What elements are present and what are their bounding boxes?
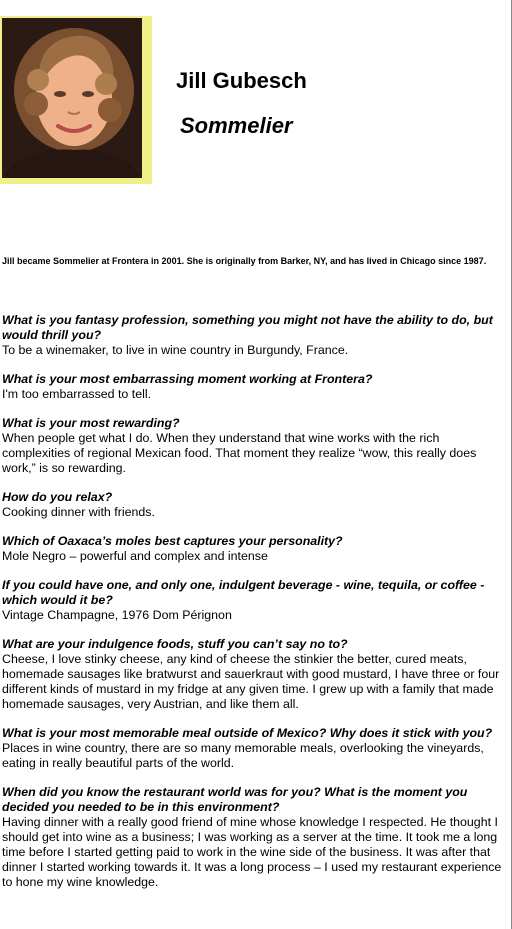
qa-item-fantasy-profession [2,313,508,358]
qa-item-relax [2,490,508,520]
portrait-photo [2,18,142,178]
question: If you could have one, and only one, indulgent beverage - wine, tequila, or coffee - which would it be? [2,578,485,607]
question: How do you relax? [2,490,113,504]
qa-item-most-rewarding [2,416,508,476]
question: Which of Oaxaca’s moles best captures your personality? [2,534,343,548]
person-name: Jill Gubesch [176,68,307,93]
answer: Vintage Champagne, 1976 Dom Pérignon [2,608,232,622]
question: What is your most memorable meal outside of Mexico? Why does it stick with you? [2,726,493,740]
intro-paragraph: Jill became Sommelier at Frontera in 2001. She is originally from Barker, NY, and has lived in Chicago since 1987. [2,256,487,266]
qa-item-indulgence-foods [2,637,508,712]
answer: Cooking dinner with friends. [2,505,155,519]
question: When did you know the restaurant world was for you? What is the moment you decided you needed to be in this environment? [2,785,468,814]
answer: Places in wine country, there are so many memorable meals, overlooking the vineyards, eating in really beautiful parts of the world. [2,741,484,770]
question: What is your most embarrassing moment working at Frontera? [2,372,373,386]
portrait-image [2,18,142,178]
question: What is you fantasy profession, something you might not have the ability to do, but would thrill you? [2,313,493,342]
portrait-frame [0,16,152,184]
qa-item-beverage [2,578,508,623]
qa-list [2,313,508,904]
answer: I'm too embarrassed to tell. [2,387,152,401]
question: What is your most rewarding? [2,416,180,430]
answer: Cheese, I love stinky cheese, any kind of cheese the stinkier the better, cured meats, homemade sausages like bratwurst and sauerkraut with good mustard, I have three or four different kinds of mustard in my fridge at any given time. I grew up with a family that made homemade sausages, very Austrian, and like them all. [2,652,500,711]
qa-item-embarrassing-moment [2,372,508,402]
person-title: Sommelier [180,113,293,138]
question: What are your indulgence foods, stuff you can’t say no to? [2,637,348,651]
answer: Mole Negro – powerful and complex and intense [2,549,268,563]
qa-item-memorable-meal [2,726,508,771]
answer: When people get what I do. When they understand that wine works with the rich complexities of regional Mexican food. That moment they realize “wow, this really does work,” is so rewarding. [2,431,477,475]
qa-item-mole [2,534,508,564]
qa-item-restaurant-world [2,785,508,890]
answer: To be a winemaker, to live in wine country in Burgundy, France. [2,343,349,357]
answer: Having dinner with a really good friend of mine whose knowledge I respected. He thought I should get into wine as a business; I was working as a server at the time. It took me a long time before I started getting paid to work in the wine side of the business. It was after that dinner I started working towards it. It was a long process – I used my restaurant experience to hone my wine knowledge. [2,815,502,889]
